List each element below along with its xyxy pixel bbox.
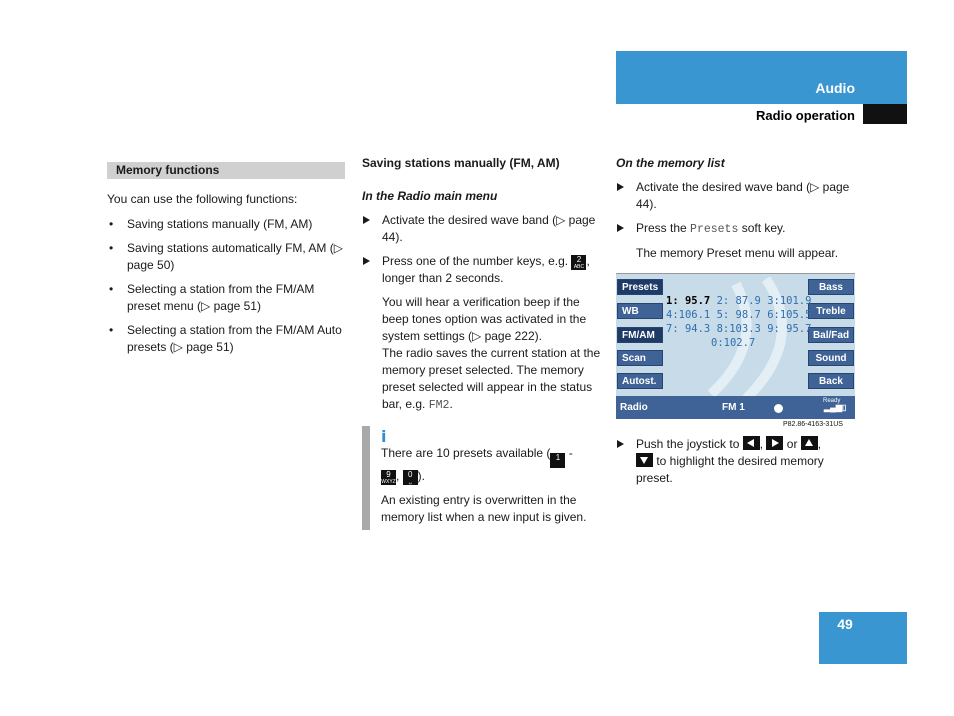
step-press-presets: Press the Presets soft key. xyxy=(616,220,856,238)
memory-functions-heading: Memory functions xyxy=(107,162,345,179)
softkey-fm-am[interactable]: FM/AM xyxy=(617,327,663,343)
function-list xyxy=(107,216,347,356)
info-icon: i xyxy=(381,427,387,446)
arrow-icon xyxy=(617,224,624,232)
softkey-scan[interactable]: Scan xyxy=(617,350,663,366)
column-3 xyxy=(616,155,856,262)
key-2-icon: 2 ABC xyxy=(571,255,586,270)
save-paragraph: The radio saves the current station at the memory preset selected. The memory preset selected will appear in the status bar, e.g. FM2. xyxy=(382,346,601,412)
preset-item[interactable]: 7: 94.3 xyxy=(666,323,711,335)
arrow-icon xyxy=(617,183,624,191)
overwrite-note: An existing entry is overwritten in the memory list when a new input is given. xyxy=(381,493,587,524)
preset-item[interactable]: 0:102.7 xyxy=(711,337,756,349)
joystick-right-icon xyxy=(766,436,783,450)
softkey-bal-fad[interactable]: Bal/Fad xyxy=(808,327,854,343)
step-activate-band: Activate the desired wave band (▷ page 44). xyxy=(362,212,602,246)
list-item: • Selecting a station from the FM/AM preset menu (▷ page 51) xyxy=(107,281,347,315)
softkey-sound[interactable]: Sound xyxy=(808,350,854,366)
status-bar xyxy=(616,396,855,419)
key-9-icon: 9 WXYZ xyxy=(381,470,396,485)
preset-item[interactable]: 3:101.9 xyxy=(767,295,812,307)
joystick-down-icon xyxy=(636,453,653,467)
joystick-left-icon xyxy=(743,436,760,450)
status-band: FM 1 xyxy=(722,402,745,413)
preset-row xyxy=(666,294,812,308)
list-item: • Saving stations automatically FM, AM (▷ page 50) xyxy=(107,240,347,274)
section-title: Radio operation xyxy=(756,108,855,123)
column-3-bottom xyxy=(616,436,856,494)
header-marker xyxy=(863,104,907,124)
preset-item[interactable]: 2: 87.9 xyxy=(716,295,761,307)
figure-caption: P82.86-4163-31US xyxy=(783,421,843,428)
page-number: 49 xyxy=(837,616,853,632)
radio-display xyxy=(616,274,855,419)
preset-item[interactable]: 5: 98.7 xyxy=(716,309,761,321)
preset-item[interactable]: 1: 95.7 xyxy=(666,295,711,307)
presets-note: There are 10 presets available ( 1 - 9 WXYZ , 0 ␣ ). xyxy=(381,446,573,485)
preset-row xyxy=(666,322,812,336)
key-0-icon: 0 ␣ xyxy=(403,470,418,485)
column-1 xyxy=(107,162,347,363)
radio-menu-subheading: In the Radio main menu xyxy=(362,189,498,203)
list-item: • Selecting a station from the FM/AM Auto presets (▷ page 51) xyxy=(107,322,347,356)
step-press-key: Press one of the number keys, e.g. 2 ABC , longer than 2 seconds. xyxy=(362,253,602,287)
softkey-treble[interactable]: Treble xyxy=(808,303,854,319)
preset-row xyxy=(666,308,812,322)
softkey-wb[interactable]: WB xyxy=(617,303,663,319)
status-ready: Ready xyxy=(823,398,841,404)
intro-text: You can use the following functions: xyxy=(107,192,298,206)
preset-item[interactable]: 6:105.5 xyxy=(767,309,812,321)
preset-item[interactable]: 4:106.1 xyxy=(666,309,711,321)
preset-row xyxy=(666,336,806,350)
preset-list xyxy=(666,294,812,350)
softkey-back[interactable]: Back xyxy=(808,373,854,389)
signal-strength-icon: ▂▄▆▯ xyxy=(824,403,847,412)
step-push-joystick: Push the joystick to , or , to highlight the desired memory preset. xyxy=(616,436,856,487)
chapter-title: Audio xyxy=(815,80,855,96)
list-item: • Saving stations manually (FM, AM) xyxy=(107,216,347,233)
header-banner xyxy=(616,51,907,104)
arrow-icon xyxy=(363,216,370,224)
column-2 xyxy=(362,155,602,530)
softkey-bass[interactable]: Bass xyxy=(808,279,854,295)
preset-item[interactable]: 9: 95.7 xyxy=(767,323,812,335)
joystick-up-icon xyxy=(801,436,818,450)
key-1-icon: 1 xyxy=(550,453,565,468)
note-box xyxy=(362,426,602,530)
softkey-autost[interactable]: Autost. xyxy=(617,373,663,389)
beep-paragraph: You will hear a verification beep if the beep tones option was activated in the system settings (▷ page 222). xyxy=(382,295,587,343)
preset-menu-paragraph: The memory Preset menu will appear. xyxy=(636,246,839,260)
preset-item[interactable]: 8:103.3 xyxy=(716,323,761,335)
status-source: Radio xyxy=(620,402,648,413)
cd-icon xyxy=(774,404,783,413)
memory-list-heading: On the memory list xyxy=(616,156,725,170)
softkey-presets[interactable]: Presets xyxy=(617,279,663,295)
arrow-icon xyxy=(617,440,624,448)
arrow-icon xyxy=(363,257,370,265)
step-activate-band: Activate the desired wave band (▷ page 44). xyxy=(616,179,856,213)
saving-heading: Saving stations manually (FM, AM) xyxy=(362,156,560,170)
